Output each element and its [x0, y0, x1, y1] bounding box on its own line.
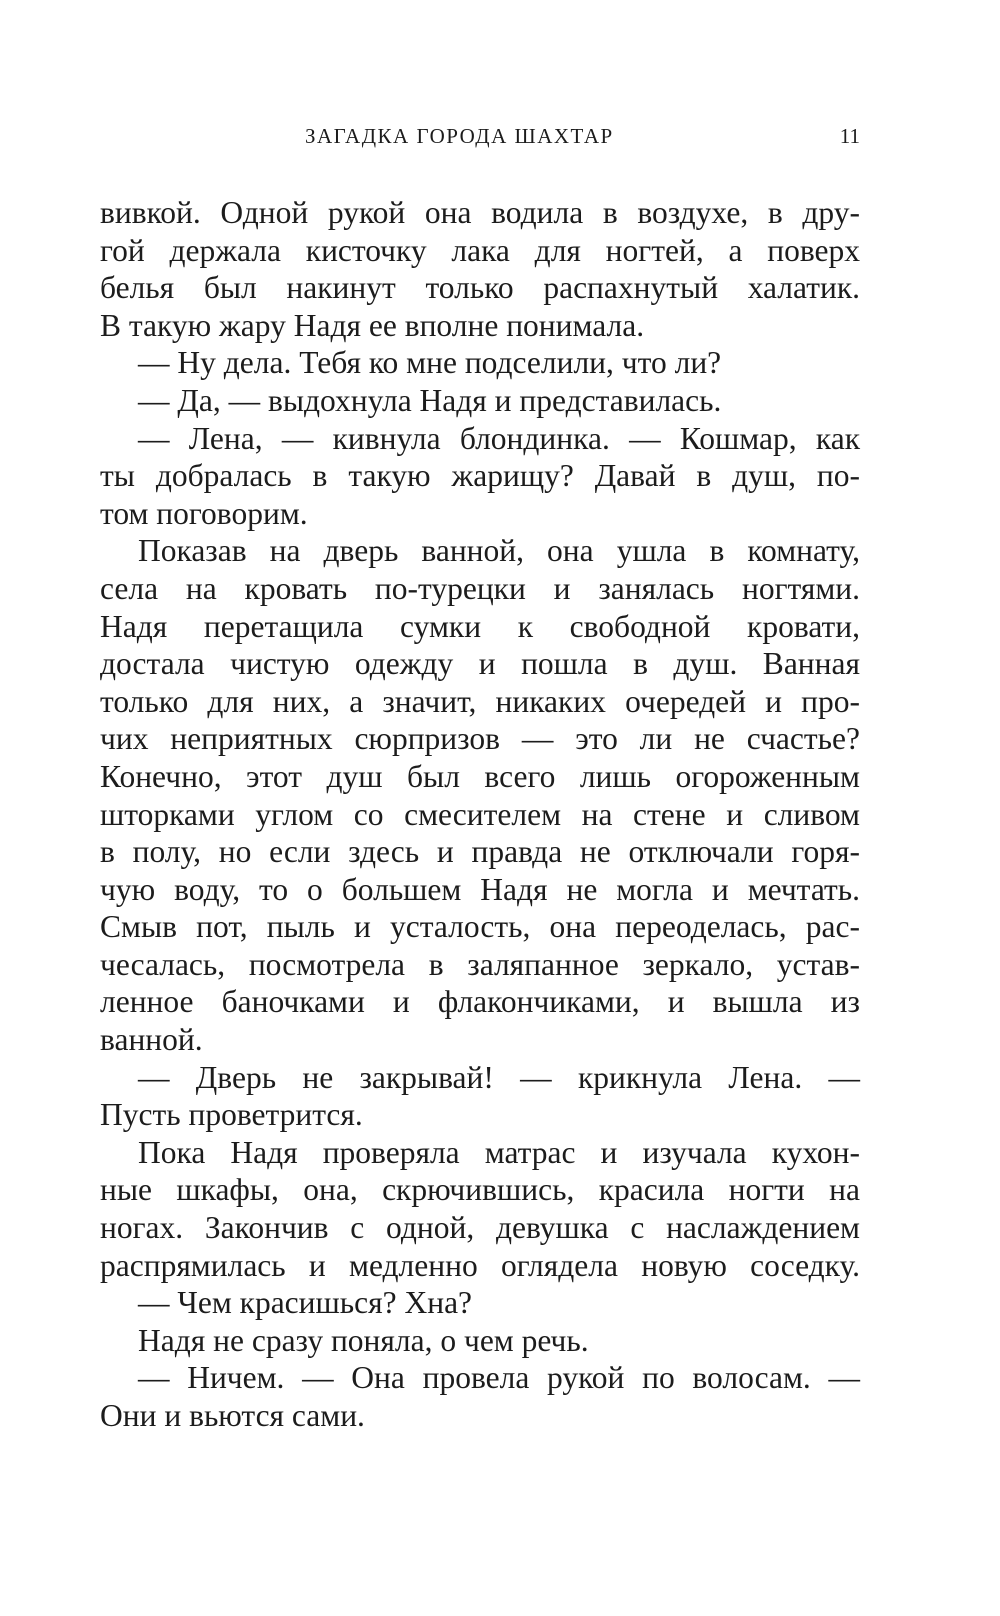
running-head — [100, 124, 860, 154]
text-line: Пока Надя проверяла матрас и изучала кухон- — [138, 1134, 860, 1170]
text-line: вивкой. Одной рукой она водила в воздухе, в дру- — [100, 195, 860, 230]
text-line: Показав на дверь ванной, она ушла в комнату, — [138, 533, 860, 569]
text-line: — Да, — выдохнула Надя и представилась. — [138, 382, 722, 418]
text-line: ленное баночками и флакончиками, и вышла из — [100, 984, 860, 1020]
text-line: Смыв пот, пыль и усталость, она переоделась, рас- — [100, 909, 860, 945]
running-title: ЗАГАДКА ГОРОДА ШАХТАР — [305, 124, 614, 148]
text-line: — Ничем. — Она провела рукой по волосам. — — [138, 1360, 860, 1396]
text-line: — Чем красишься? Хна? — [138, 1285, 473, 1321]
text-line: чих неприятных сюрпризов — это ли не счастье? — [100, 721, 860, 757]
text-line: распрямилась и медленно оглядела новую соседку. — [100, 1247, 860, 1283]
text-line: В такую жару Надя ее вполне понимала. — [100, 307, 645, 343]
text-line: ногах. Закончив с одной, девушка с наслаждением — [100, 1210, 860, 1246]
text-line: Пусть проветрится. — [100, 1097, 363, 1133]
body-text — [100, 194, 860, 1435]
text-line: ванной. — [100, 1022, 203, 1058]
page-number: 11 — [839, 124, 860, 148]
text-line: гой держала кисточку лака для ногтей, а поверх — [100, 232, 860, 268]
text-line: только для них, а значит, никаких очередей и про- — [100, 683, 860, 719]
text-line: достала чистую одежду и пошла в душ. Ванная — [100, 646, 860, 682]
text-line: — Дверь не закрывай! — крикнула Лена. — — [138, 1059, 860, 1095]
text-line: том поговорим. — [100, 495, 308, 531]
text-line: села на кровать по-турецки и занялась ногтями. — [100, 570, 860, 606]
text-line: Надя перетащила сумки к свободной кровати, — [100, 608, 860, 644]
text-line: шторками углом со смесителем на стене и сливом — [100, 796, 860, 832]
text-line: Надя не сразу поняла, о чем речь. — [138, 1322, 589, 1358]
text-line: ные шкафы, она, скрючившись, красила ногти на — [100, 1172, 860, 1208]
text-line: ты добралась в такую жарищу? Давай в душ, по- — [100, 458, 860, 494]
text-line: белья был накинут только распахнутый халатик. — [100, 270, 860, 306]
text-line: Конечно, этот душ был всего лишь огороженным — [100, 758, 860, 794]
text-line: в полу, но если здесь и правда не отключали горя- — [100, 834, 860, 870]
text-line: — Ну дела. Тебя ко мне подселили, что ли? — [138, 345, 722, 381]
text-line: Они и вьются сами. — [100, 1398, 365, 1433]
text-line: чую воду, то о большем Надя не могла и мечтать. — [100, 871, 860, 907]
text-line: чесалась, посмотрела в заляпанное зеркало, устав- — [100, 946, 860, 982]
text-line: — Лена, — кивнула блондинка. — Кошмар, как — [138, 420, 860, 456]
